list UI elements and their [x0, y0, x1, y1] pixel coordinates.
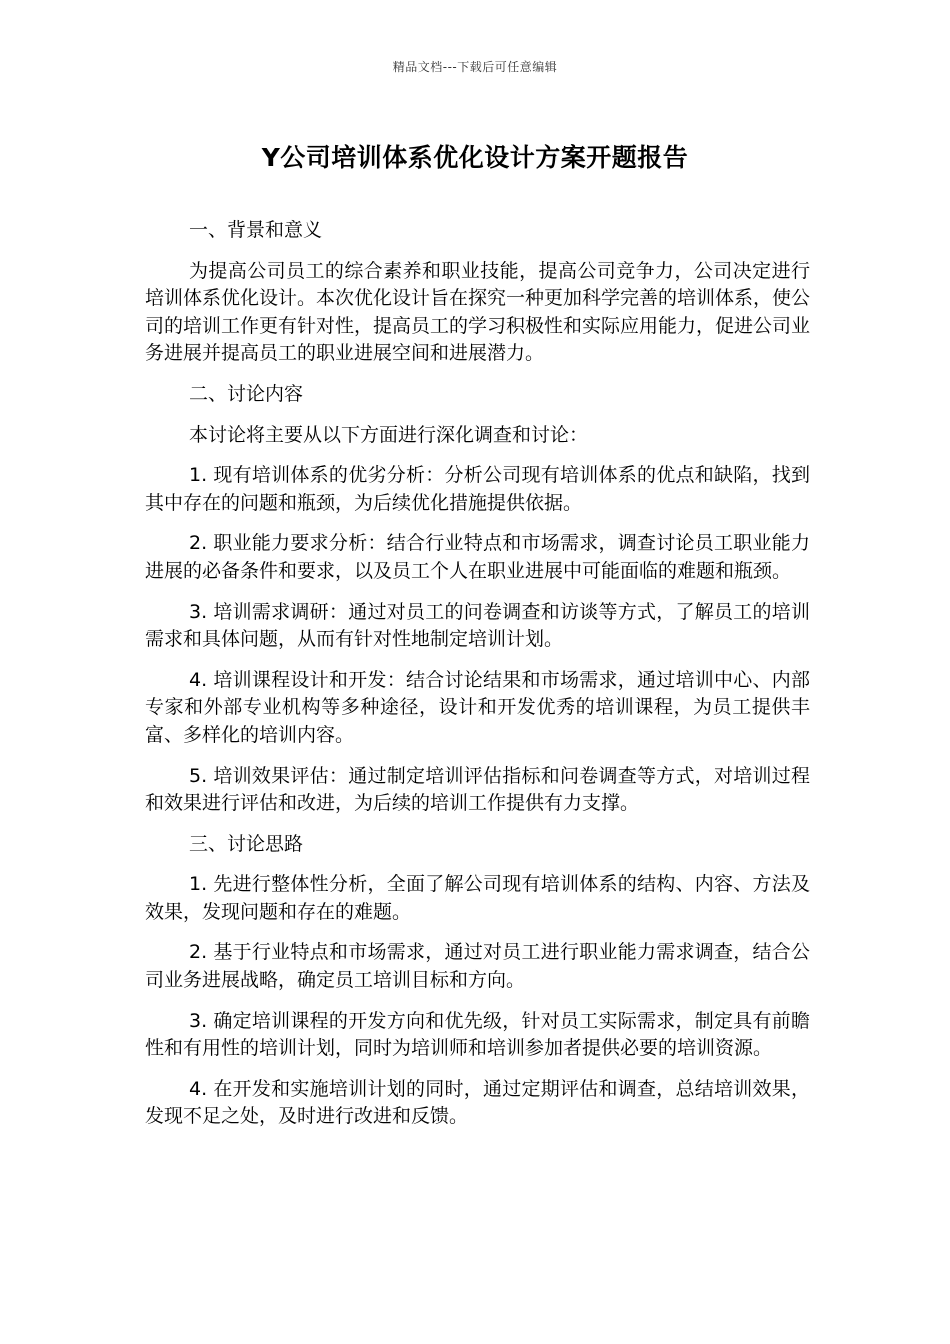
- section-heading-research-approach: 三、讨论思路: [189, 832, 304, 855]
- paragraph: 本讨论将主要从以下方面进行深化调查和讨论：: [189, 423, 589, 446]
- list-item: 1. 现有培训体系的优劣分析：分析公司现有培训体系的优点和缺陷，找到其中存在的问题和瓶颈，为后续优化措施提供依据。: [145, 464, 810, 514]
- document-body: [145, 217, 810, 1144]
- section-heading-research-content: 二、讨论内容: [189, 382, 304, 405]
- document-title: Y公司培训体系优化设计方案开题报告: [261, 143, 689, 172]
- list-item: 3. 确定培训课程的开发方向和优先级，针对员工实际需求，制定具有前瞻性和有用性的培训计划，同时为培训师和培训参加者提供必要的培训资源。: [145, 1009, 810, 1060]
- header-note: 精品文档---下载后可任意编辑: [392, 60, 558, 74]
- list-item: 4. 培训课程设计和开发：结合讨论结果和市场需求，通过培训中心、内部专家和外部专业机构等多种途径，设计和开发优秀的培训课程，为员工提供丰富、多样化的培训内容。: [145, 668, 810, 746]
- list-item: 5. 培训效果评估：通过制定培训评估指标和问卷调查等方式，对培训过程和效果进行评估和改进，为后续的培训工作提供有力支撑。: [145, 764, 810, 815]
- paragraph: 为提高公司员工的综合素养和职业技能，提高公司竞争力，公司决定进行培训体系优化设计。本次优化设计旨在探究一种更加科学完善的培训体系，使公司的培训工作更有针对性，提高员工的学习积极性和实际应用能力，促进公司业务进展并提高员工的职业进展空间和进展潜力。: [145, 259, 811, 365]
- list-item: 2. 基于行业特点和市场需求，通过对员工进行职业能力需求调查，结合公司业务进展战略，确定员工培训目标和方向。: [145, 941, 810, 992]
- section-heading-background: 一、背景和意义: [189, 219, 323, 241]
- list-item: 4. 在开发和实施培训计划的同时，通过定期评估和调查，总结培训效果，发现不足之处，及时进行改进和反馈。: [145, 1077, 810, 1128]
- list-item: 1. 先进行整体性分析，全面了解公司现有培训体系的结构、内容、方法及效果，发现问题和存在的难题。: [145, 873, 810, 923]
- list-item: 3. 培训需求调研：通过对员工的问卷调查和访谈等方式，了解员工的培训需求和具体问题，从而有针对性地制定培训计划。: [145, 600, 810, 651]
- list-item: 2. 职业能力要求分析：结合行业特点和市场需求，调查讨论员工职业能力进展的必备条件和要求，以及员工个人在职业进展中可能面临的难题和瓶颈。: [145, 532, 810, 582]
